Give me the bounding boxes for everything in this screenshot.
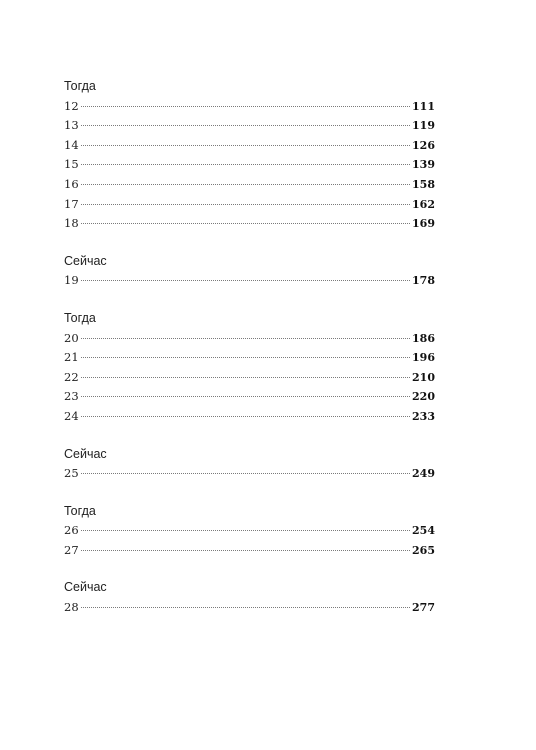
toc-entry[interactable] [64, 541, 435, 561]
toc-entry[interactable] [64, 175, 435, 195]
dot-leader [81, 377, 410, 378]
section-title: Сейчас [64, 446, 107, 461]
toc-section [64, 578, 435, 617]
page-number: 111 [412, 99, 435, 113]
chapter-number: 14 [64, 137, 79, 152]
page-number: 196 [412, 351, 435, 365]
page-number: 158 [412, 177, 435, 191]
toc-entry[interactable] [64, 368, 435, 388]
page-number: 178 [412, 274, 435, 288]
dot-leader [81, 416, 410, 417]
toc-entry[interactable] [64, 387, 435, 407]
dot-leader [81, 338, 410, 339]
toc-entry[interactable] [64, 464, 435, 484]
dot-leader [81, 106, 410, 107]
toc-entry[interactable] [64, 136, 435, 156]
chapter-number: 22 [64, 369, 79, 384]
page-number: 162 [412, 197, 435, 211]
dot-leader [81, 223, 410, 224]
dot-leader [81, 145, 410, 146]
page-number: 126 [412, 138, 435, 152]
toc-entry[interactable] [64, 271, 435, 291]
chapter-number: 27 [64, 542, 79, 557]
dot-leader [81, 530, 410, 531]
dot-leader [81, 125, 410, 126]
dot-leader [81, 396, 410, 397]
section-title: Тогда [64, 310, 96, 325]
toc-entry[interactable] [64, 407, 435, 427]
dot-leader [81, 607, 410, 608]
chapter-number: 16 [64, 176, 79, 191]
section-title: Сейчас [64, 580, 107, 595]
chapter-number: 26 [64, 523, 79, 538]
toc-entry[interactable] [64, 521, 435, 541]
toc-section [64, 445, 435, 484]
page-number: 277 [412, 601, 435, 615]
chapter-number: 19 [64, 273, 79, 288]
page-number: 186 [412, 331, 435, 345]
dot-leader [81, 184, 410, 185]
dot-leader [81, 357, 410, 358]
page-number: 119 [412, 119, 435, 133]
chapter-number: 20 [64, 330, 79, 345]
toc-entry[interactable] [64, 155, 435, 175]
chapter-number: 25 [64, 466, 79, 481]
chapter-number: 23 [64, 389, 79, 404]
toc-entry[interactable] [64, 329, 435, 349]
section-title: Тогда [64, 503, 96, 518]
chapter-number: 18 [64, 216, 79, 231]
page-number: 139 [412, 158, 435, 172]
toc-entry[interactable] [64, 97, 435, 117]
chapter-number: 21 [64, 350, 79, 365]
dot-leader [81, 204, 410, 205]
page-number: 210 [412, 370, 435, 384]
toc-entry[interactable] [64, 195, 435, 215]
dot-leader [81, 164, 410, 165]
chapter-number: 24 [64, 408, 79, 423]
section-title: Сейчас [64, 253, 107, 268]
toc-entry[interactable] [64, 214, 435, 234]
chapter-number: 15 [64, 157, 79, 172]
chapter-number: 28 [64, 600, 79, 615]
page-number: 220 [412, 390, 435, 404]
toc-section [64, 252, 435, 291]
dot-leader [81, 473, 410, 474]
section-title: Тогда [64, 79, 96, 93]
toc-section [64, 309, 435, 427]
toc-entry[interactable] [64, 348, 435, 368]
page-number: 169 [412, 217, 435, 231]
toc-entry[interactable] [64, 116, 435, 136]
dot-leader [81, 280, 410, 281]
chapter-number: 12 [64, 98, 79, 113]
page-number: 233 [412, 409, 435, 423]
chapter-number: 13 [64, 118, 79, 133]
page-number: 249 [412, 467, 435, 481]
toc-section [64, 502, 435, 561]
page-number: 254 [412, 524, 435, 538]
chapter-number: 17 [64, 196, 79, 211]
page-number: 265 [412, 543, 435, 557]
toc-entry[interactable] [64, 598, 435, 618]
dot-leader [81, 550, 410, 551]
table-of-contents [64, 77, 435, 636]
toc-section [64, 77, 435, 234]
